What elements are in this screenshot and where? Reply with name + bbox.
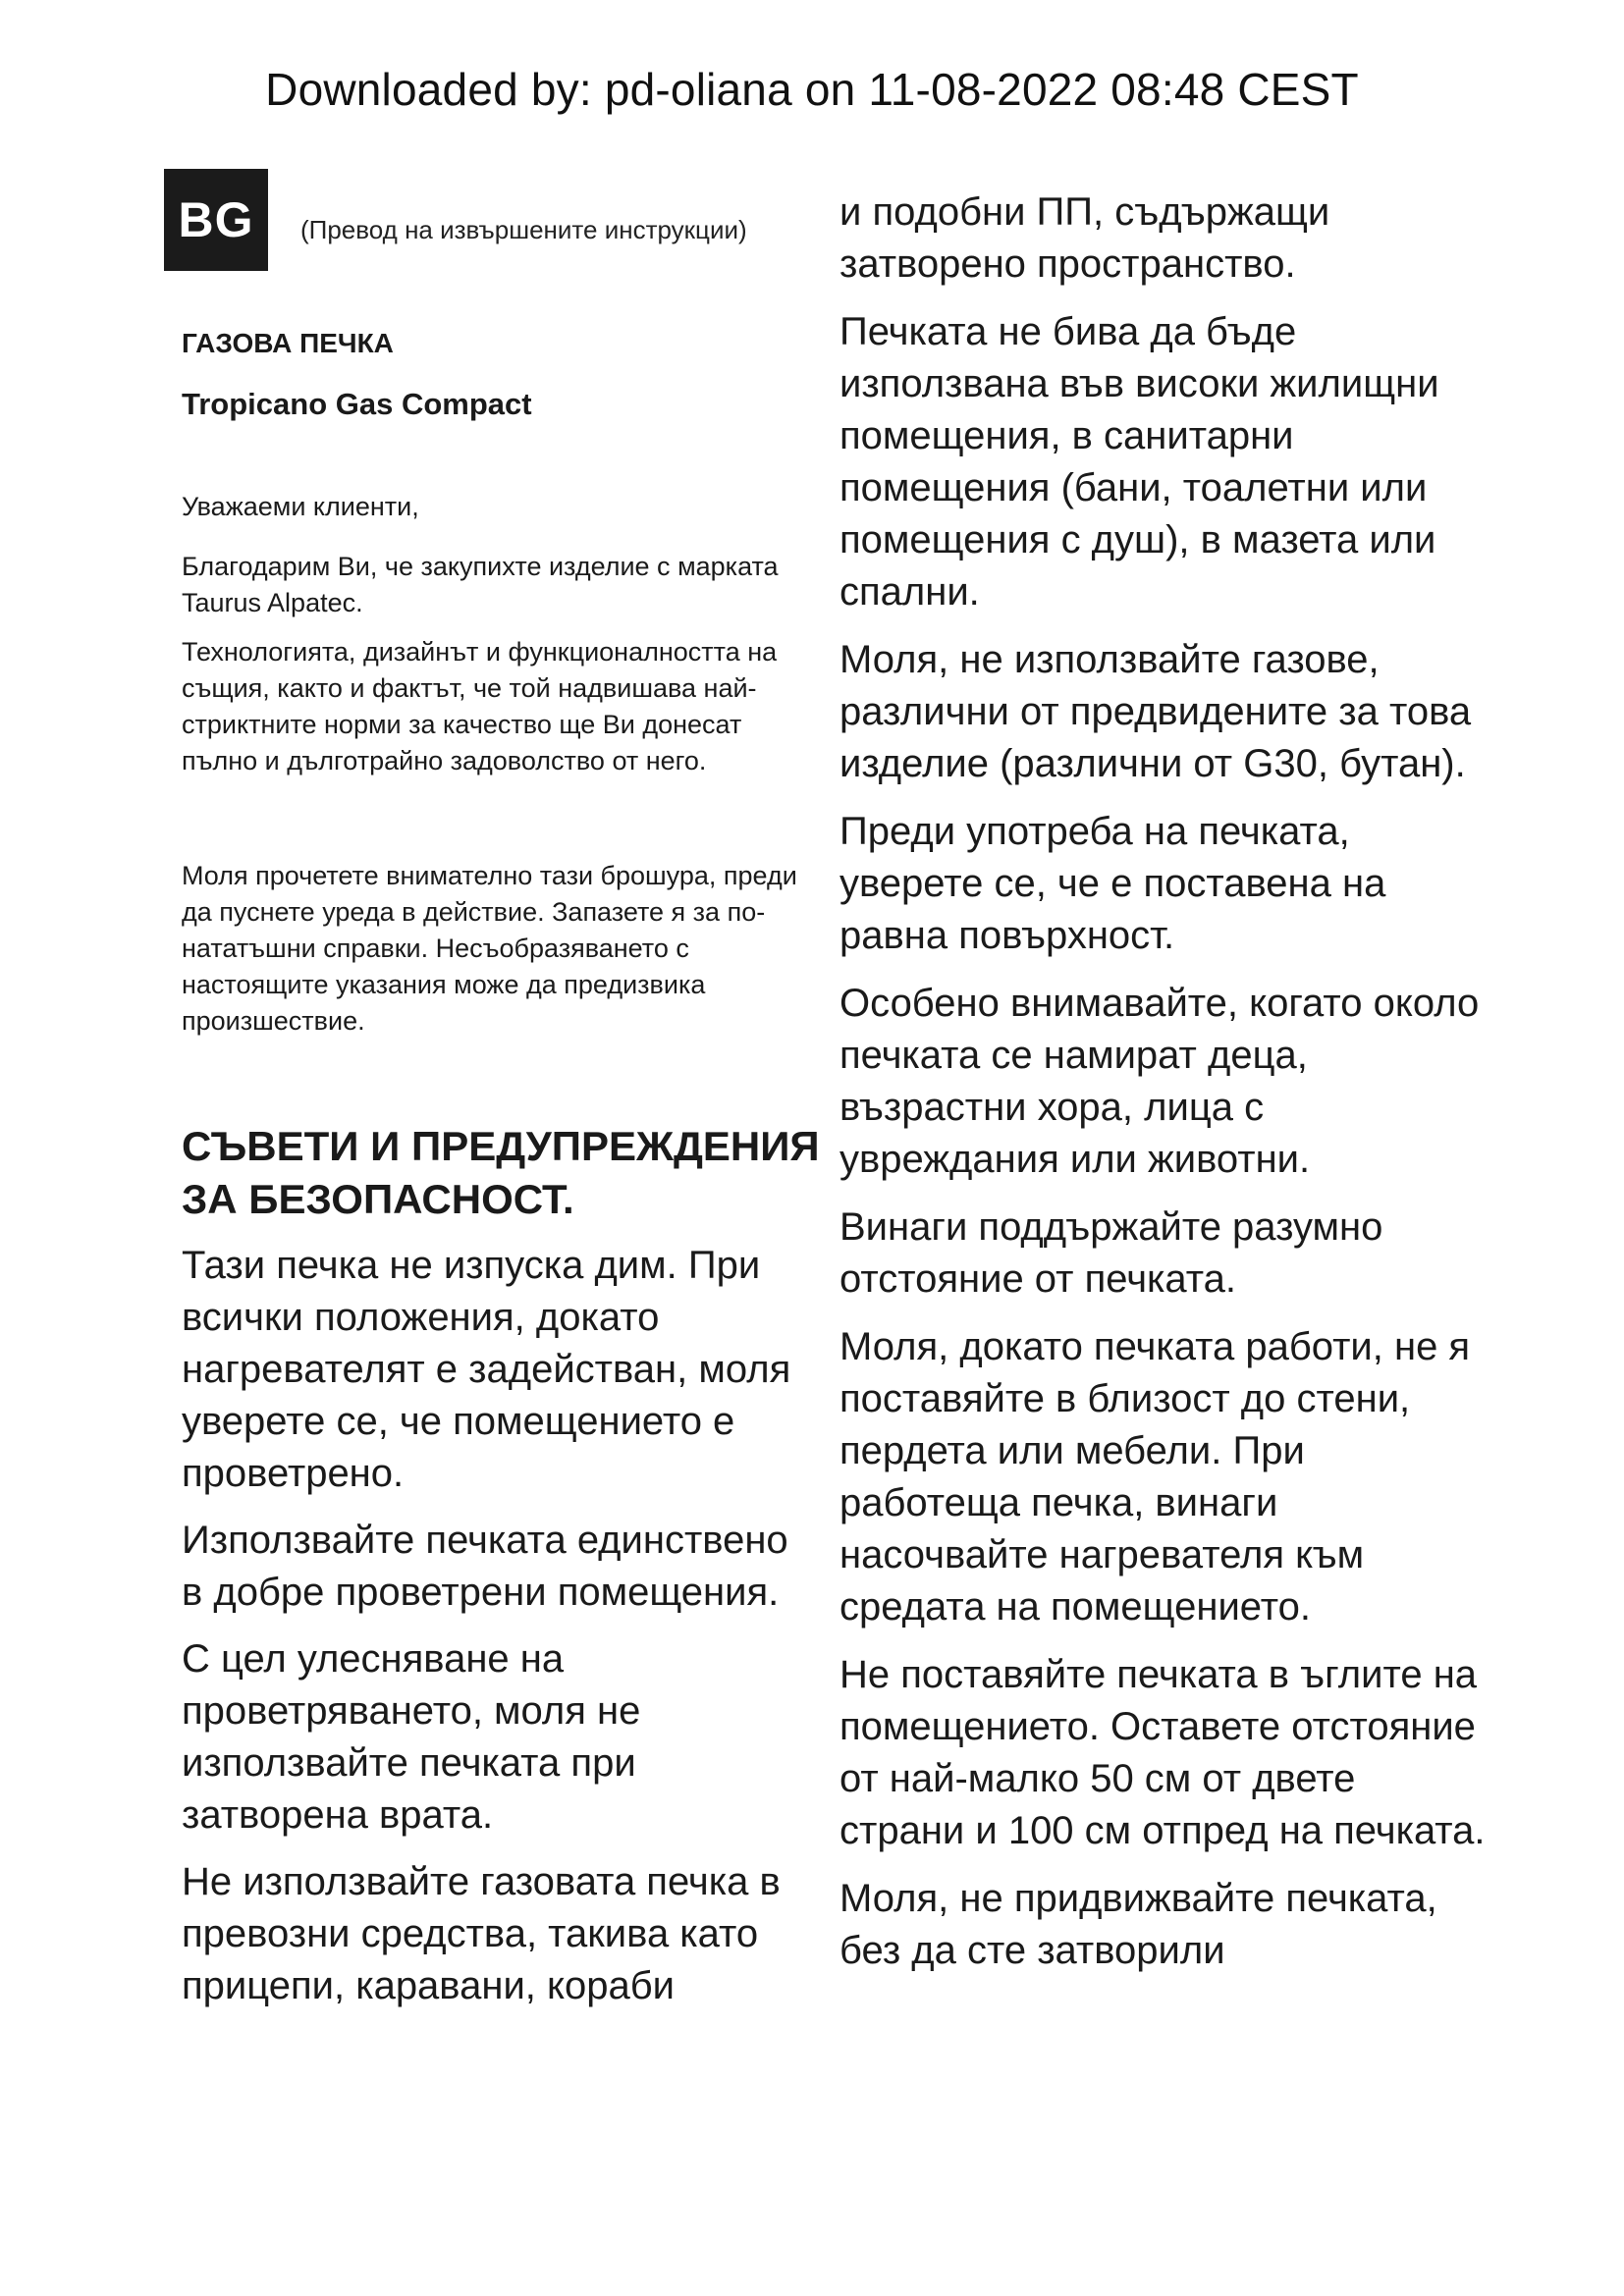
safety-paragraph: Моля, не придвижвайте печката, без да сте затворили bbox=[839, 1877, 1437, 1972]
safety-paragraph: Използвайте печката единствено в добре проветрени помещения. bbox=[182, 1519, 788, 1614]
safety-paragraph: Тази печка не изпуска дим. При всички положения, докато нагревателят е задействан, моля уверете се, че помещението е проветрено. bbox=[182, 1244, 791, 1495]
download-watermark: Downloaded by: pd-oliana on 11-08-2022 08:48 CEST bbox=[265, 64, 1359, 115]
read-notice-paragraph: Моля прочетете внимателно тази брошура, преди да пуснете уреда в действие. Запазете я за по-нататъшни справки. Несъобразяването с настоящите указания може да предизвика произшествие. bbox=[182, 861, 797, 1036]
safety-paragraph: Не поставяйте печката в ъглите на помещението. Оставете отстояние от най-малко 50 см от двете страни и 100 см отпред на печката. bbox=[839, 1653, 1486, 1852]
product-name: Tropicano Gas Compact bbox=[182, 387, 532, 421]
safety-paragraph: Моля, докато печката работи, не я поставяйте в близост до стени, пердета или мебели. При работеща печка, винаги насочвайте нагревателя към средата на помещението. bbox=[839, 1325, 1471, 1629]
greeting-text: Уважаеми клиенти, bbox=[182, 492, 419, 521]
technology-paragraph: Технологията, дизайнът и функционалността на същия, както и фактът, че той надвишава най-стриктните норми за качество ще Ви донесат пълно и дълготрайно задоволство от него. bbox=[182, 637, 778, 775]
left-column bbox=[182, 328, 820, 2012]
right-column bbox=[839, 187, 1488, 1977]
product-type: ГАЗОВА ПЕЧКА bbox=[182, 328, 394, 358]
safety-heading: СЪВЕТИ И ПРЕДУПРЕЖДЕНИЯ ЗА БЕЗОПАСНОСТ. bbox=[182, 1123, 820, 1222]
safety-paragraph: С цел улесняване на проветряването, моля не използвайте печката при затворена врата. bbox=[182, 1637, 641, 1837]
safety-paragraph: и подобни ПП, съдържащи затворено пространство. bbox=[839, 190, 1330, 286]
language-badge: BG bbox=[164, 169, 268, 271]
safety-paragraph: Моля, не използвайте газове, различни от предвидените за това изделие (различни от G30, бутан). bbox=[839, 638, 1472, 785]
translation-note: (Превод на извършените инструкции) bbox=[300, 215, 747, 244]
safety-paragraph: Винаги поддържайте разумно отстояние от печката. bbox=[839, 1205, 1383, 1301]
safety-paragraph: Не използвайте газовата печка в превозни средства, такива като прицепи, каравани, кораби bbox=[182, 1860, 781, 2007]
safety-paragraph: Особено внимавайте, когато около печката се намират деца, възрастни хора, лица с увреждания или животни. bbox=[839, 982, 1480, 1181]
thanks-paragraph: Благодарим Ви, че закупихте изделие с марката Taurus Alpatec. bbox=[182, 552, 779, 617]
safety-paragraph: Преди употреба на печката, уверете се, че е поставена на равна повърхност. bbox=[839, 810, 1386, 957]
safety-paragraph: Печката не бива да бъде използвана във високи жилищни помещения, в санитарни помещения (бани, тоалетни или помещения с душ), в мазета или спални. bbox=[839, 310, 1439, 614]
